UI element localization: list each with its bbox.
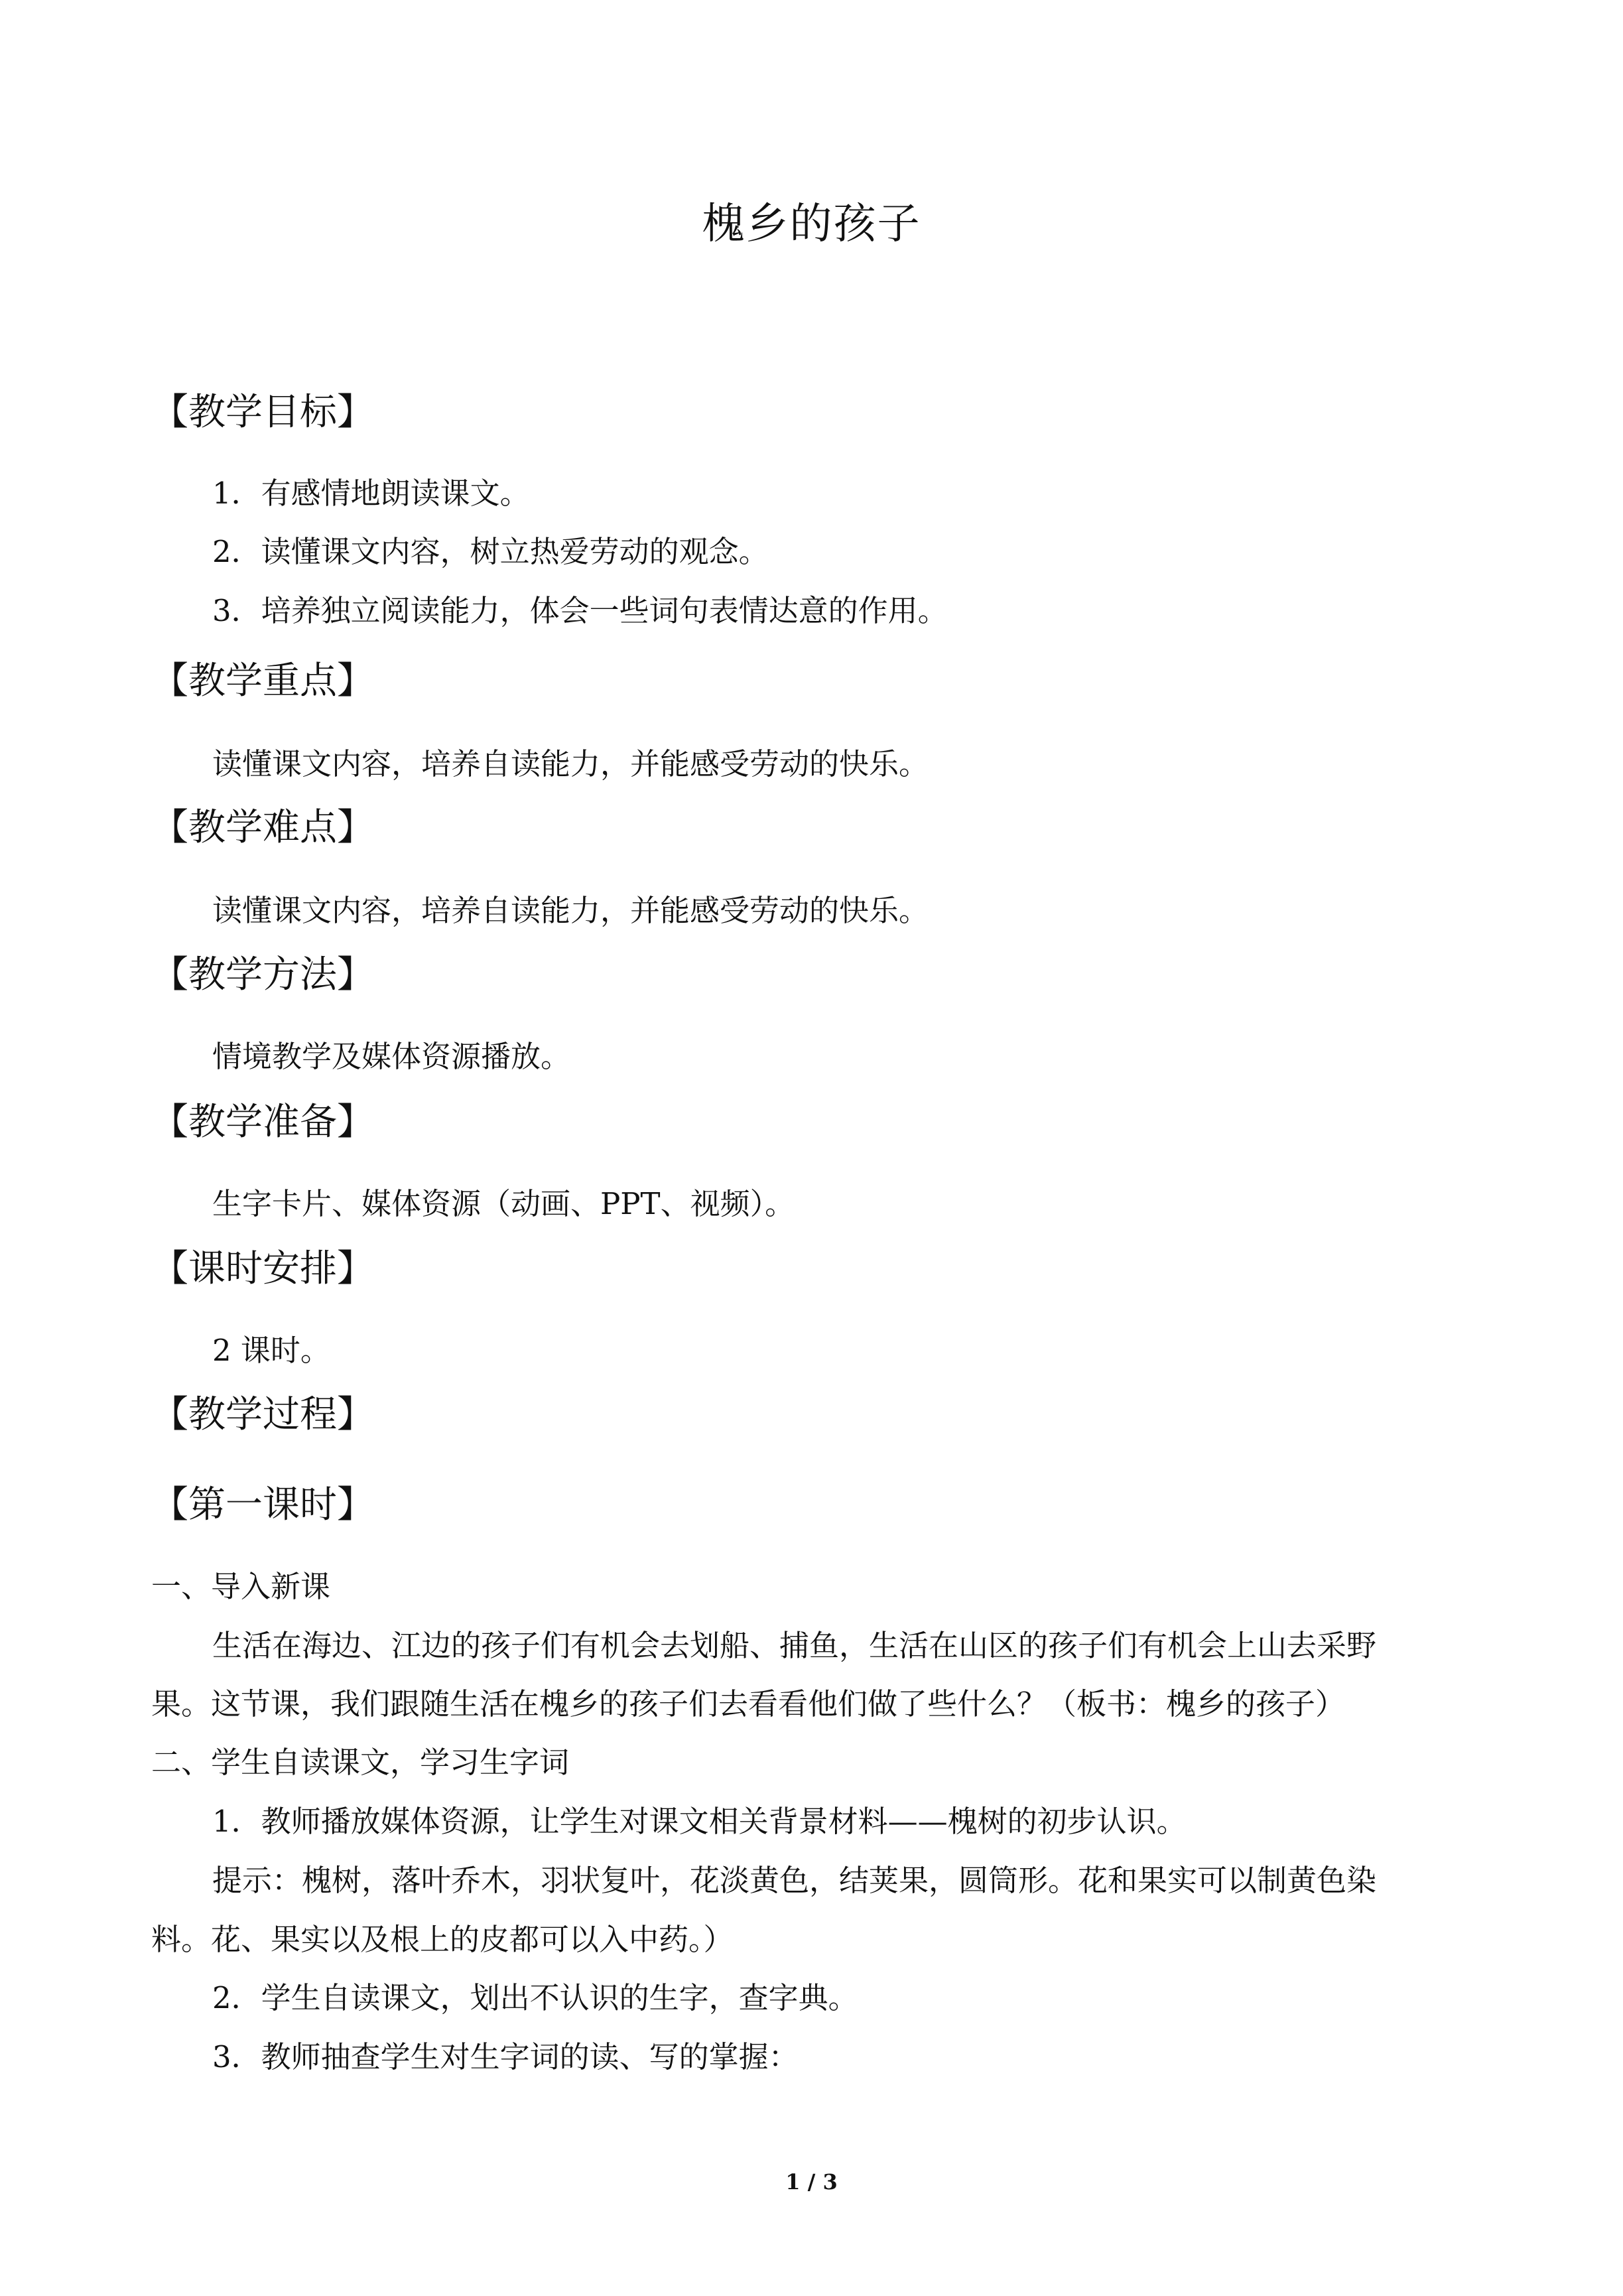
heading-schedule: 【课时安排】 bbox=[151, 1247, 374, 1290]
tip-line-1: 提示：槐树，落叶乔木，羽状复叶，花淡黄色，结荚果，圆筒形。花和果实可以制黄色染 bbox=[212, 1863, 1377, 1898]
part-one-title: 一、导入新课 bbox=[151, 1569, 331, 1604]
heading-teaching-process: 【教学过程】 bbox=[151, 1393, 374, 1436]
tip-line-2: 料。花、果实以及根上的皮都可以入中药。） bbox=[151, 1922, 734, 1957]
part-two-title: 二、学生自读课文，学习生字词 bbox=[151, 1745, 570, 1780]
key-text: 读懂课文内容，培养自读能力，并能感受劳动的快乐。 bbox=[212, 746, 929, 781]
part-two-step-3: 3．教师抽查学生对生字词的读、写的掌握： bbox=[212, 2039, 799, 2074]
part-one-paragraph-line-1: 生活在海边、江边的孩子们有机会去划船、捕鱼，生活在山区的孩子们有机会上山去采野 bbox=[212, 1628, 1377, 1663]
goal-item-1: 1．有感情地朗读课文。 bbox=[212, 476, 530, 511]
schedule-text: 2 课时。 bbox=[212, 1333, 330, 1368]
heading-teaching-preparation: 【教学准备】 bbox=[151, 1101, 374, 1144]
heading-lesson-one: 【第一课时】 bbox=[151, 1483, 374, 1526]
document-title: 槐乡的孩子 bbox=[702, 200, 921, 249]
goal-item-2: 2．读懂课文内容，树立热爱劳动的观念。 bbox=[212, 534, 769, 569]
heading-teaching-key: 【教学重点】 bbox=[151, 659, 374, 703]
page-number: 1 / 3 bbox=[785, 2169, 838, 2195]
difficulty-text: 读懂课文内容，培养自读能力，并能感受劳动的快乐。 bbox=[212, 893, 929, 928]
preparation-text: 生字卡片、媒体资源（动画、PPT、视频）。 bbox=[212, 1186, 795, 1221]
part-two-step-1: 1．教师播放媒体资源，让学生对课文相关背景材料——槐树的初步认识。 bbox=[212, 1804, 1187, 1839]
part-two-step-2: 2．学生自读课文，划出不认识的生字，查字典。 bbox=[212, 1980, 858, 2015]
heading-teaching-goals: 【教学目标】 bbox=[151, 391, 374, 434]
heading-teaching-method: 【教学方法】 bbox=[151, 953, 374, 996]
method-text: 情境教学及媒体资源播放。 bbox=[212, 1039, 571, 1074]
goal-item-3: 3．培养独立阅读能力，体会一些词句表情达意的作用。 bbox=[212, 593, 948, 628]
part-one-paragraph-line-2: 果。这节课，我们跟随生活在槐乡的孩子们去看看他们做了些什么？（板书：槐乡的孩子） bbox=[151, 1686, 1346, 1722]
heading-teaching-difficulty: 【教学难点】 bbox=[151, 806, 374, 849]
